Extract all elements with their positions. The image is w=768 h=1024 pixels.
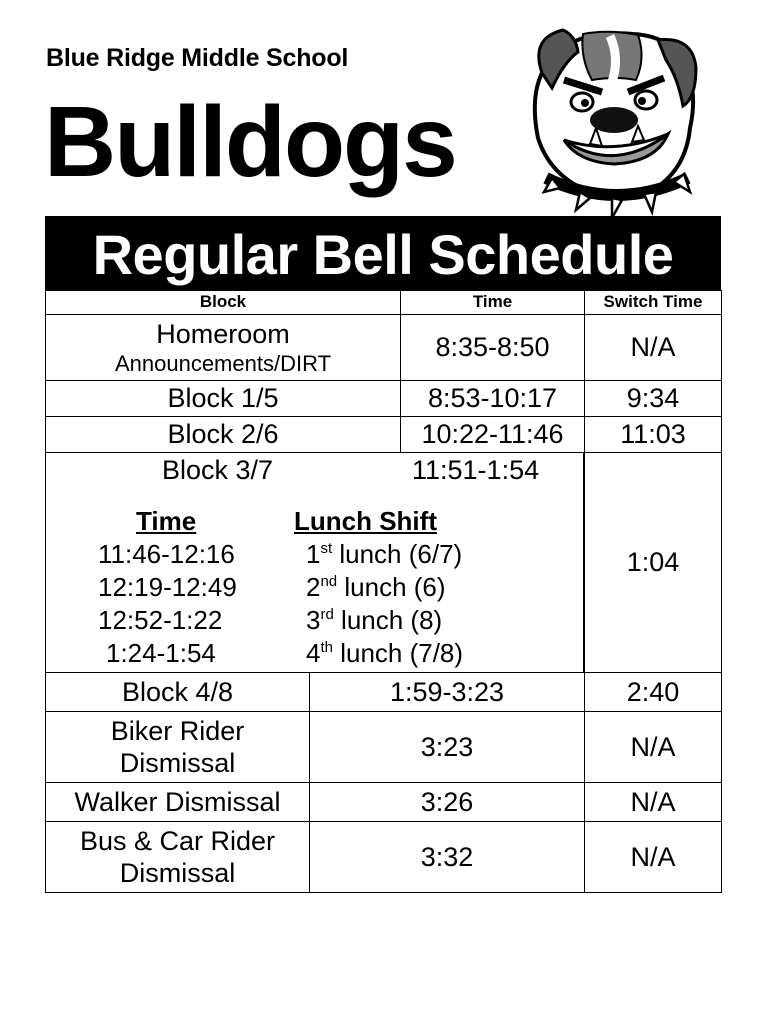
row-time: 3:23 xyxy=(309,711,585,783)
column-header-switch-time: Switch Time xyxy=(584,290,722,315)
row-switch-time: N/A xyxy=(584,821,722,893)
block-subtitle: Announcements/DIRT xyxy=(114,350,332,376)
bulldog-mascot-icon xyxy=(528,28,704,220)
school-name: Blue Ridge Middle School xyxy=(46,44,349,72)
lunch-time-header: Time xyxy=(136,506,197,536)
lunch-time: 1:24-1:54 xyxy=(106,638,216,668)
lunch-time: 12:52-1:22 xyxy=(98,605,223,635)
lunch-shift xyxy=(306,638,463,669)
lunch-shift-section xyxy=(45,452,584,673)
block-name: Block 1/5 xyxy=(45,380,401,417)
lunch-number: 3 xyxy=(306,605,321,635)
row-time: 3:32 xyxy=(309,821,585,893)
column-header-time: Time xyxy=(400,290,585,315)
row-time: 8:35-8:50 xyxy=(400,314,585,381)
table-row-block xyxy=(45,314,401,381)
block-name: Block 2/6 xyxy=(45,416,401,453)
lunch-label: lunch (8) xyxy=(333,605,443,635)
row-switch-time: 11:03 xyxy=(584,416,722,453)
row-switch-time: 1:04 xyxy=(584,452,722,673)
lunch-label: lunch (7/8) xyxy=(332,638,464,668)
lunch-label: lunch (6/7) xyxy=(332,539,463,569)
lunch-time: 11:46-12:16 xyxy=(98,539,235,569)
lunch-shift xyxy=(306,605,442,636)
lunch-number: 4 xyxy=(306,638,321,668)
row-time: 3:26 xyxy=(309,782,585,822)
lunch-label: lunch (6) xyxy=(337,572,446,602)
lunch-shift-header: Lunch Shift xyxy=(294,506,437,536)
lunch-ordinal: th xyxy=(320,639,333,656)
mascot-name: Bulldogs xyxy=(44,86,456,198)
block-name: Biker Rider Dismissal xyxy=(45,711,310,783)
row-time: 10:22-11:46 xyxy=(400,416,585,453)
lunch-number: 2 xyxy=(306,572,321,602)
row-time: 1:59-3:23 xyxy=(309,672,585,712)
block-name: Block 3/7 xyxy=(162,455,274,485)
bell-schedule-table xyxy=(45,290,722,893)
block-name: Walker Dismissal xyxy=(45,782,310,822)
schedule-title: Regular Bell Schedule xyxy=(45,216,721,290)
lunch-shift xyxy=(306,539,462,570)
lunch-time: 12:19-12:49 xyxy=(98,572,237,602)
row-switch-time: N/A xyxy=(584,314,722,381)
row-time: 11:51-1:54 xyxy=(412,455,540,485)
column-header-block: Block xyxy=(45,290,401,315)
block-name: Block 4/8 xyxy=(45,672,310,712)
lunch-ordinal: rd xyxy=(320,606,334,623)
row-switch-time: N/A xyxy=(584,782,722,822)
lunch-shift xyxy=(306,572,446,603)
row-time: 8:53-10:17 xyxy=(400,380,585,417)
lunch-ordinal: st xyxy=(320,540,333,557)
row-switch-time: 2:40 xyxy=(584,672,722,712)
lunch-number: 1 xyxy=(306,539,321,569)
lunch-ordinal: nd xyxy=(320,573,338,590)
row-switch-time: N/A xyxy=(584,711,722,783)
row-switch-time: 9:34 xyxy=(584,380,722,417)
block-name: Bus & Car Rider Dismissal xyxy=(45,821,310,893)
block-name: Homeroom xyxy=(156,319,290,350)
